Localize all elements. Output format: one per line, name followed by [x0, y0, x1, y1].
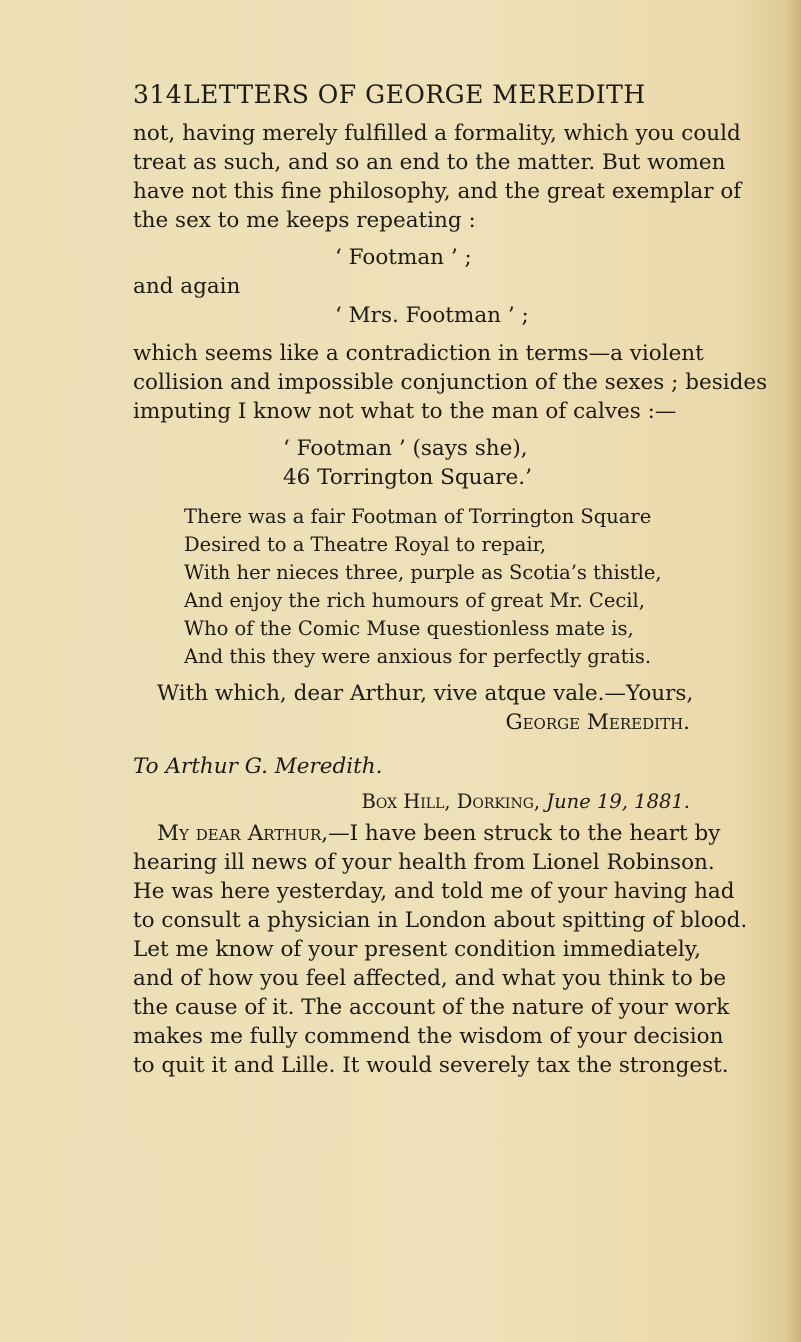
para1-line-4: the sex to me keeps repeating :	[133, 208, 476, 233]
letter-line-5: Let me know of your present condition immediately,	[133, 937, 701, 962]
signature: George Meredith.	[505, 710, 690, 735]
letter-line-6: and of how you feel affected, and what you think to be	[133, 966, 727, 991]
letter-first-line	[157, 820, 720, 848]
address-line-2: 46 Torrington Square.’	[283, 465, 532, 490]
letter-line-4: to consult a physician in London about spitting of blood.	[133, 908, 748, 933]
and-again: and again	[133, 274, 241, 299]
letter-first-line-rest: —I have been struck to the heart by	[328, 821, 721, 846]
verse-line-3: With her nieces three, purple as Scotia’s thistle,	[184, 561, 662, 584]
letter-line-3: He was here yesterday, and told me of your having had	[133, 879, 735, 904]
letter-dateline	[300, 788, 690, 816]
closing-line: With which, dear Arthur, vive atque vale.—Yours,	[157, 681, 694, 706]
running-title: LETTERS OF GEORGE MEREDITH	[183, 80, 646, 109]
quote-mrs-footman: ‘ Mrs. Footman ’ ;	[335, 303, 529, 328]
letter-line-7: the cause of it. The account of the nature of your work	[133, 995, 730, 1020]
page-edge-shadow	[787, 0, 801, 1342]
page-number: 314	[133, 80, 183, 109]
quote-footman: ‘ Footman ’ ;	[335, 245, 472, 270]
verse-line-5: Who of the Comic Muse questionless mate is,	[184, 617, 634, 640]
para1-line-1: not, having merely fulfilled a formality, which you could	[133, 121, 741, 146]
para2-line-1: which seems like a contradiction in terms—a violent	[133, 341, 704, 366]
letter-place: Box Hill, Dorking,	[361, 790, 541, 813]
letter-line-9: to quit it and Lille. It would severely tax the strongest.	[133, 1053, 729, 1078]
letter-line-2: hearing ill news of your health from Lionel Robinson.	[133, 850, 715, 875]
letter-salutation: My dear Arthur,	[157, 821, 329, 846]
verse-line-4: And enjoy the rich humours of great Mr. Cecil,	[184, 589, 645, 612]
para1-line-3: have not this fine philosophy, and the great exemplar of	[133, 179, 742, 204]
address-line-1: ‘ Footman ’ (says she),	[283, 436, 528, 461]
letter-date: June 19, 1881.	[546, 790, 690, 813]
para2-line-3: imputing I know not what to the man of calves :—	[133, 399, 677, 424]
para1-line-2: treat as such, and so an end to the matter. But women	[133, 150, 726, 175]
letter-line-8: makes me fully commend the wisdom of your decision	[133, 1024, 724, 1049]
verse-line-2: Desired to a Theatre Royal to repair,	[184, 533, 547, 556]
para2-line-2: collision and impossible conjunction of the sexes ; besides	[133, 370, 768, 395]
letter-recipient: To Arthur G. Meredith.	[133, 754, 383, 779]
verse-line-1: There was a fair Footman of Torrington Square	[184, 505, 652, 528]
running-header	[133, 80, 693, 114]
verse-line-6: And this they were anxious for perfectly gratis.	[184, 645, 652, 668]
